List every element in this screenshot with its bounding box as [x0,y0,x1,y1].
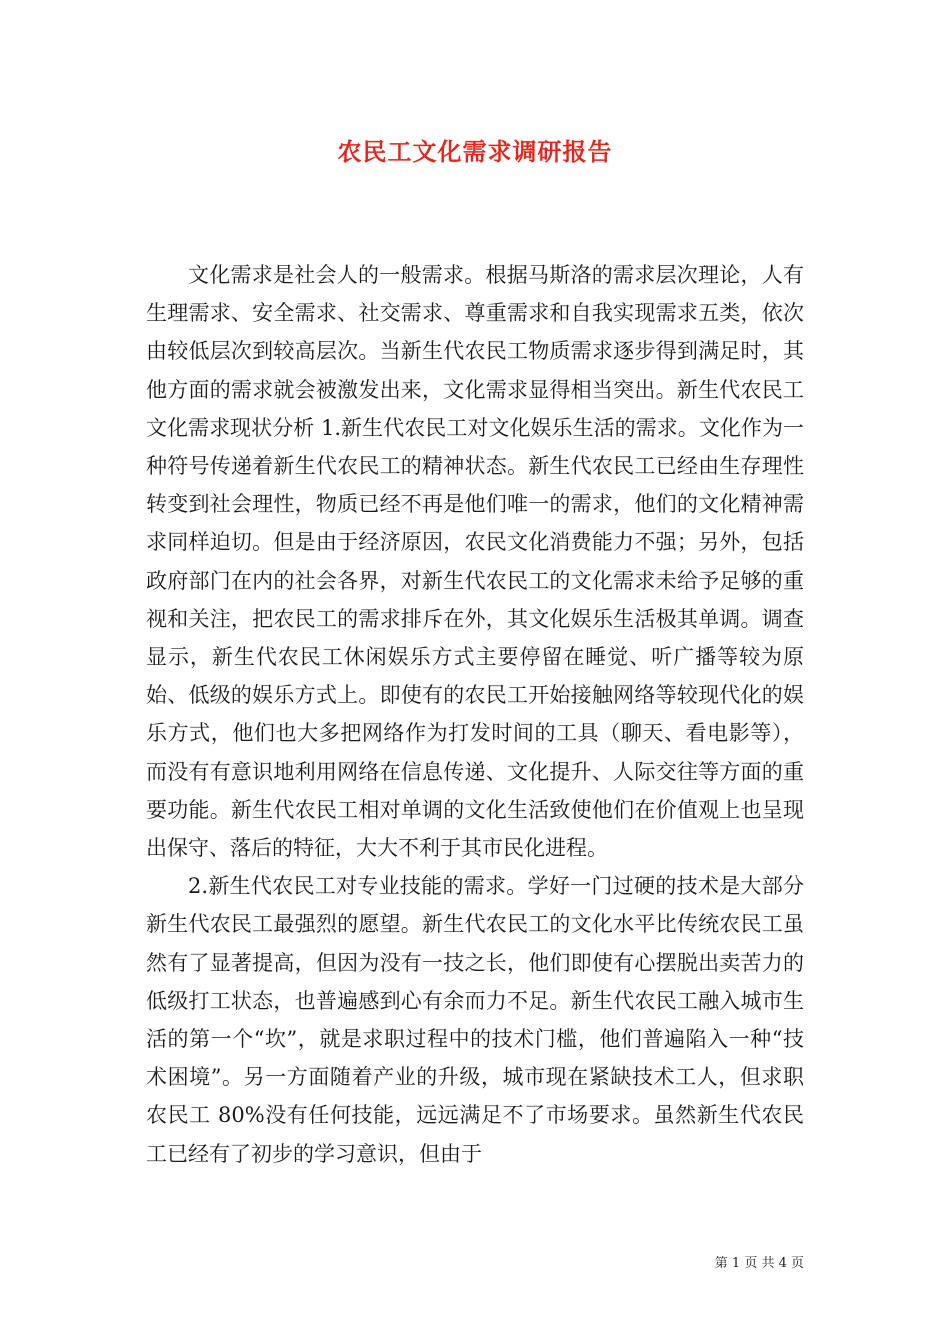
document-title: 农民工文化需求调研报告 [337,137,613,166]
page-number-footer: 第 1 页 共 4 页 [714,1256,804,1271]
body-paragraph-2: 2.新生代农民工对专业技能的需求。学好一门过硬的技术是大部分新生代农民工最强烈的愿望。新生代农民工的文化水平比传统农民工虽然有了显著提高，但因为没有一技之长，他们即使有心摆脱出卖苦力的低级打工状态，也普遍感到心有余而力不足。新生代农民工融入城市生活的第一个“坎”，就是求职过程中的技术门槛，他们普遍陷入一种“技术困境”。另一方面随着产业的升级，城市现在紧缺技术工人，但求职农民工 80%没有任何技能，远远满足不了市场要求。虽然新生代农民工已经有了初步的学习意识，但由于 [146,874,804,1166]
body-paragraph-1: 文化需求是社会人的一般需求。根据马斯洛的需求层次理论，人有生理需求、安全需求、社交需求、尊重需求和自我实现需求五类，依次由较低层次到较高层次。当新生代农民工物质需求逐步得到满足时，其他方面的需求就会被激发出来，文化需求显得相当突出。新生代农民工文化需求现状分析 1.新生代农民工对文化娱乐生活的需求。文化作为一种符号传递着新生代农民工的精神状态。新生代农民工已经由生存理性转变到社会理性，物质已经不再是他们唯一的需求，他们的文化精神需求同样迫切。但是由于经济原因，农民文化消费能力不强；另外，包括政府部门在内的社会各界，对新生代农民工的文化需求未给予足够的重视和关注，把农民工的需求排斥在外，其文化娱乐生活极其单调。调查显示，新生代农民工休闲娱乐方式主要停留在睡觉、听广播等较为原始、低级的娱乐方式上。即使有的农民工开始接触网络等较现代化的娱乐方式，他们也大多把网络作为打发时间的工具（聊天、看电影等），而没有有意识地利用网络在信息传递、文化提升、人际交往等方面的重要功能。新生代农民工相对单调的文化生活致使他们在价值观上也呈现出保守、落后的特征，大大不利于其市民化进程。 [146,263,804,861]
document-body [146,256,804,1173]
